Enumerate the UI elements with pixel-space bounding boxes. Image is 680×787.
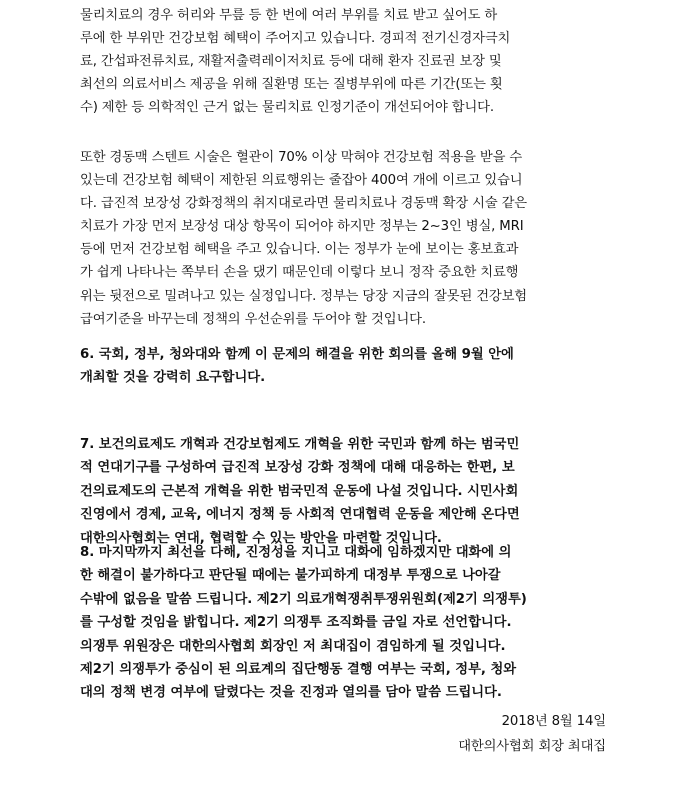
signature-name: 대한의사협회 회장 최대집 — [458, 739, 606, 754]
demand-item-8: 8. 마지막까지 최선을 다해, 진정성을 지니고 대화에 임하겠지만 대화에 의 한 해결이 불가하다고 판단될 때에는 불가피하게 대정부 투쟁으로 나아갈 수밖에 없음을 말씀 드립니다. 제2기 의료개혁쟁취투쟁위원회(제2기 의쟁투) 를 구성할 것임을 밝힙니다. 제2기 의쟁투 조직화를 금일 자로 선언합니다. 의쟁투 위원장은 대한의사협회 회장인 저 최대집이 겸임하게 될 것입니다. 제2기 의쟁투가 중심이 된 의료계의 집단행동 결행 여부는 국회, 정부, 청와 대의 정책 변경 여부에 달렸다는 것을 진정과 열의를 담아 말씀 드립니다. — [80, 545, 527, 701]
demand-item-7: 7. 보건의료제도 개혁과 건강보험제도 개혁을 위한 국민과 함께 하는 범국민 적 연대기구를 구성하여 급진적 보장성 강화 정책에 대해 대응하는 한편, 보 건의료제도의 근본적 개혁을 위한 범국민적 운동에 나설 것입니다. 시민사회 진영에서 경제, 교육, 에너지 정책 등 사회적 연대협력 운동을 제안해 온다면 대한의사협회는 연대, 협력할 수 있는 방안을 마련할 것입니다. — [80, 437, 520, 546]
demand-item-6: 6. 국회, 정부, 청와대와 함께 이 문제의 해결을 위한 회의를 올해 9월 안에 개최할 것을 강력히 요구합니다. — [80, 347, 514, 386]
paragraph-carotid-stent: 또한 경동맥 스텐트 시술은 혈관이 70% 이상 막혀야 건강보험 적용을 받을 수 있는데 건강보험 혜택이 제한된 의료행위는 줄잡아 400여 개에 이르고 있습니 다. 급진적 보장성 강화정책의 취지대로라면 물리치료나 경동맥 확장 시술 같은 치료가 가장 먼저 보장성 대상 항목이 되어야 하지만 정부는 2~3인 병실, MRI 등에 먼저 건강보험 혜택을 주고 있습니다. 이는 정부가 눈에 보이는 홍보효과 가 쉽게 나타나는 쪽부터 손을 댔기 때문인데 이렇다 보니 정작 중요한 치료행 위는 뒷전으로 밀려나고 있는 실정입니다. 정부는 당장 지금의 잘못된 건강보험 급여기준을 바꾸는데 정책의 우선순위를 두어야 할 것입니다. — [80, 150, 527, 327]
paragraph-physical-therapy: 물리치료의 경우 허리와 무릎 등 한 번에 여러 부위를 치료 받고 싶어도 하 루에 한 부위만 건강보험 혜택이 주어지고 있습니다. 경피적 전기신경자극치 료, 간섭파전류치료, 재활저출력레이저치료 등에 대해 환자 진료권 보장 및 최선의 의료서비스 제공을 위해 질환명 또는 질병부위에 따른 기간(또는 횟 수) 제한 등 의학적인 근거 없는 물리치료 인정기준이 개선되어야 합니다. — [80, 8, 511, 116]
signature-date: 2018년 8월 14일 — [501, 714, 606, 729]
